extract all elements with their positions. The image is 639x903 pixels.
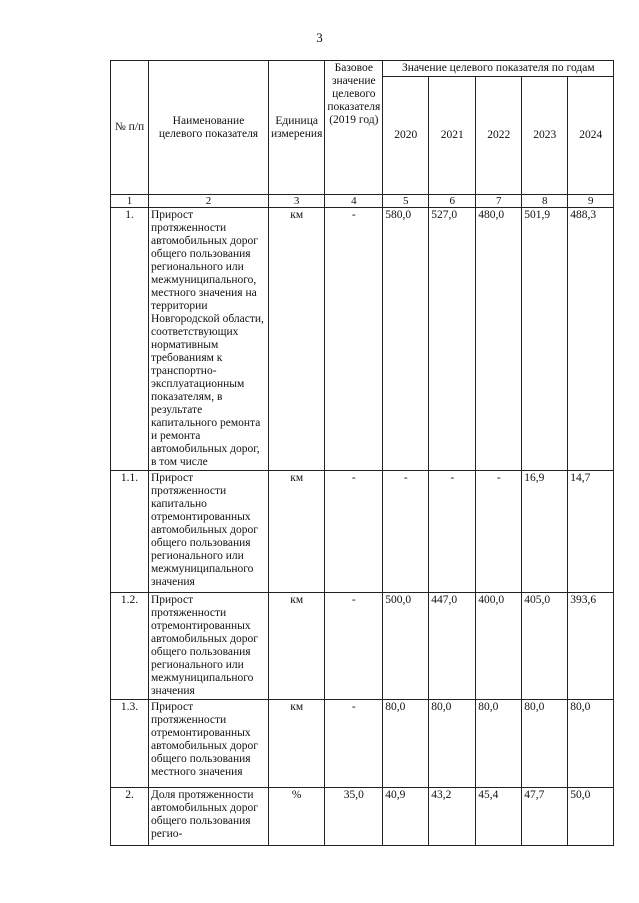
row-value: 80,0 <box>522 700 568 788</box>
row-num: 1.1. <box>111 471 149 593</box>
header-num: № п/п <box>111 61 149 195</box>
row-base: - <box>325 471 383 593</box>
header-years-group: Значение целевого показателя по годам <box>383 61 614 77</box>
column-index-row <box>111 195 614 208</box>
row-value: 488,3 <box>568 208 614 471</box>
row-base: 35,0 <box>325 788 383 846</box>
row-value: 43,2 <box>429 788 476 846</box>
row-value: 527,0 <box>429 208 476 471</box>
row-unit: % <box>269 788 325 846</box>
header-year: 2024 <box>568 77 614 195</box>
column-index: 2 <box>149 195 269 208</box>
row-value: 47,7 <box>522 788 568 846</box>
row-value: 480,0 <box>476 208 522 471</box>
row-value: 80,0 <box>568 700 614 788</box>
page-number: 3 <box>316 30 323 45</box>
row-num: 1.2. <box>111 593 149 700</box>
row-value: 400,0 <box>476 593 522 700</box>
header-year: 2023 <box>522 77 568 195</box>
table-row <box>111 593 614 700</box>
row-num: 2. <box>111 788 149 846</box>
column-index: 6 <box>429 195 476 208</box>
table-row <box>111 788 614 846</box>
row-base: - <box>325 208 383 471</box>
header-unit: Единица измерения <box>269 61 325 195</box>
row-name: Доля протяженности автомобильных дорог общего пользования регио- <box>149 788 269 846</box>
table-row <box>111 208 614 471</box>
row-unit: км <box>269 593 325 700</box>
column-index: 3 <box>269 195 325 208</box>
column-index: 8 <box>522 195 568 208</box>
column-index: 1 <box>111 195 149 208</box>
row-num: 1. <box>111 208 149 471</box>
row-value: 16,9 <box>522 471 568 593</box>
row-value: 500,0 <box>383 593 429 700</box>
column-index: 9 <box>568 195 614 208</box>
row-value: 80,0 <box>383 700 429 788</box>
table-row <box>111 471 614 593</box>
row-value: - <box>383 471 429 593</box>
row-base: - <box>325 700 383 788</box>
header-name: Наименование целевого показателя <box>149 61 269 195</box>
row-value: 80,0 <box>429 700 476 788</box>
row-num: 1.3. <box>111 700 149 788</box>
row-value: - <box>476 471 522 593</box>
row-unit: км <box>269 471 325 593</box>
row-value: 45,4 <box>476 788 522 846</box>
header-year: 2022 <box>476 77 522 195</box>
row-base: - <box>325 593 383 700</box>
row-value: - <box>429 471 476 593</box>
row-name: Прирост протяженности отремонтированных автомобильных дорог общего пользования регионального или межмуниципального значения <box>149 593 269 700</box>
column-index: 7 <box>476 195 522 208</box>
row-value: 393,6 <box>568 593 614 700</box>
column-index: 4 <box>325 195 383 208</box>
row-name: Прирост протяженности автомобильных дорог общего пользования регионального или межмуниципального, местного значения на территории Новгородской области, соответствующих нормативным требованиям к транспортно-эксплуатационным показателям, в результате капитального ремонта и ремонта автомобильных дорог, в том числе <box>149 208 269 471</box>
row-value: 580,0 <box>383 208 429 471</box>
header-year: 2020 <box>383 77 429 195</box>
row-value: 14,7 <box>568 471 614 593</box>
row-unit: км <box>269 208 325 471</box>
row-name: Прирост протяженности отремонтированных автомобильных дорог общего пользования местного значения <box>149 700 269 788</box>
row-value: 80,0 <box>476 700 522 788</box>
row-name: Прирост протяженности капитально отремонтированных автомобильных дорог общего пользования регионального или межмуниципального значения <box>149 471 269 593</box>
row-value: 501,9 <box>522 208 568 471</box>
row-value: 50,0 <box>568 788 614 846</box>
column-index: 5 <box>383 195 429 208</box>
row-value: 40,9 <box>383 788 429 846</box>
header-base: Базовое значение целевого показателя (2019 год) <box>325 61 383 195</box>
row-unit: км <box>269 700 325 788</box>
table-row <box>111 700 614 788</box>
row-value: 447,0 <box>429 593 476 700</box>
row-value: 405,0 <box>522 593 568 700</box>
header-year: 2021 <box>429 77 476 195</box>
indicators-table <box>110 60 614 846</box>
